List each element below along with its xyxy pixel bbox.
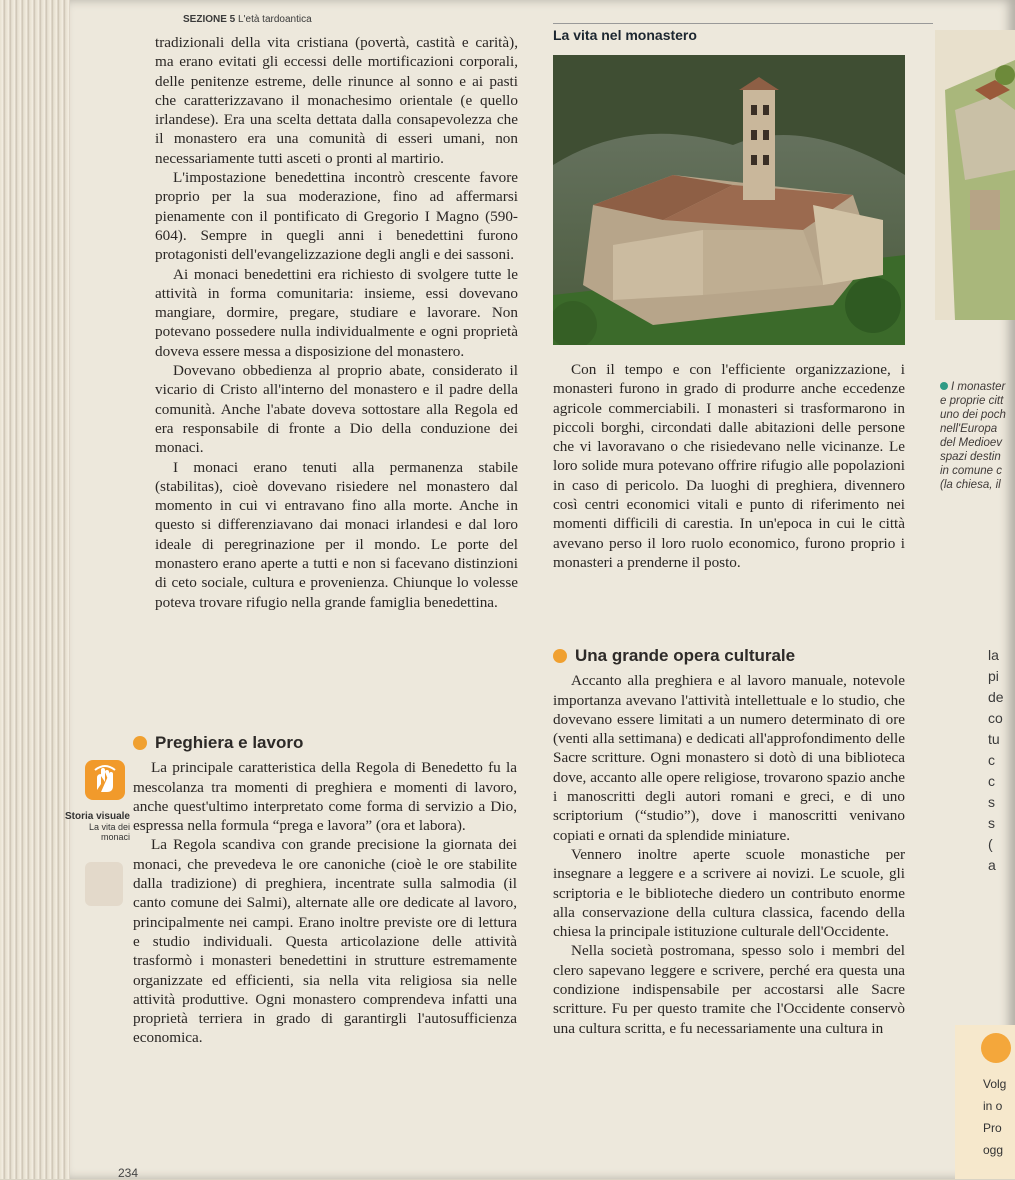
paragraph: tradizionali della vita cristiana (povertà, castità e carità), ma erano evitati gli eccessi delle mortificazioni corporali, delle penitenze estreme, delle rinunce al sonno e ai pasti che caratterizzavano il monachesimo orientale (e quello irlandese). Era una scelta dettata dalla consapevolezza che il monastero era una comunità di esseri umani, non necessariamente tutti asceti o pronti al martirio. [155,34,518,167]
monastery-photo [553,55,905,345]
cutoff-line: la [988,647,999,663]
column-right-top [553,360,905,572]
callout-line: ogg [983,1143,1004,1157]
paragraph: Ai monaci benedettini era richiesto di svolgere tutte le attività in forma comunitaria: insieme, essi dovevano mangiare, dormire, pregare, studiare e lavorare. Non potevano possedere nulla individualmente e ogni proprietà doveva essere messa a disposizione del monastero. [155,265,518,360]
side-note-line: in comune c [940,465,1003,477]
section-subtitle: L'età tardoantica [238,14,312,25]
side-note-line: uno dei poch [940,409,1006,421]
callout-icon [981,1033,1011,1063]
paragraph: Dovevano obbedienza al proprio abate, considerato il vicario di Cristo all'interno del monastero e il padre della comunità. Anche l'abate doveva sottostare alla Regola ed era responsabile di fronte a Dio della conduzione dei monaci. [155,362,518,457]
cutoff-line: c [988,773,995,789]
faint-hand-icon [85,862,123,906]
callout-line: Pro [983,1121,1002,1135]
section-preghiera-body [133,758,517,1047]
storia-visuale-sub: La vita dei monaci [88,822,130,842]
section-preghiera-lavoro [133,733,517,1048]
column-left-top [155,33,518,612]
right-cutoff-text [988,645,1015,876]
cutoff-line: de [988,689,1004,705]
side-note-line: nell'Europa [940,423,998,435]
header-rule [553,23,933,24]
section-bullet-icon [553,649,567,663]
paragraph: Accanto alla preghiera e al lavoro manuale, notevole importanza avevano l'attività intellettuale e lo studio, che dovevano essere limitati a un numero determinato di ore (venti alla settimana) e dedicati all'approfondimento delle Sacre scritture. Ogni monastero si dotò di una biblioteca dove, accanto alle opere religiose, trovarono spazio anche i manoscritti degli autori romani e greci, e di uno scriptorium (“studio”), dove i manoscritti venivano copiati e ornati da splendide miniature. [553,672,905,844]
cutoff-line: s [988,815,995,831]
cutoff-line: c [988,752,995,768]
cutoff-line: s [988,794,995,810]
bottom-callout-box [955,1025,1015,1179]
paragraph: Con il tempo e con l'efficiente organizzazione, i monasteri furono in grado di produrre anche eccedenze agricole commerciabili. I monasteri si trasformarono in piccoli borghi, circondati dalle abitazioni delle persone che vi lavoravano o che risiedevano nelle vicinanze. Le loro solide mura potevano offrire rifugio alle popolazioni in caso di pericolo. Da luoghi di preghiera, divennero così centri economici vitali e punto di riferimento nei momenti difficili di carestia. In un'epoca in cui le città avevano perso il loro ruolo economico, furono proprio i monasteri a prenderne il posto. [553,361,905,571]
cutoff-line: ( [988,836,993,852]
side-note-line: del Medioev [940,437,1003,449]
cutoff-line: co [988,710,1003,726]
storia-visuale-title: Storia visuale [64,811,130,822]
side-notes [940,380,1015,492]
storia-visuale-icon[interactable] [85,760,125,800]
paragraph: Vennero inoltre aperte scuole monastiche per insegnare a leggere e a scrivere ai novizi. Le scuole, gli scriptoria e le biblioteche diedero un contributo enorme alla conservazione della cultura classica, facendo della chiesa la principale istituzione culturale dell'Occidente. [553,845,905,941]
page-header [183,14,312,25]
storia-visuale-label[interactable] [60,812,130,842]
side-note-line: (la chiesa, il [940,479,1001,491]
cutoff-line: a [988,857,996,873]
paragraph: La Regola scandiva con grande precisione la giornata dei monaci, che prevedeva le ore canoniche (cioè le ore stabilite dalla tradizione) di preghiera, incentrate sulla salmodia (il canto comune dei Salmi), alternate alle ore dedicate al lavoro, principalmente nei campi. Erano inoltre previste ore di lettura e studio individuali. Questa articolazione delle attività trasformò i monasteri benedettini in strutture estremamente organizzate ed efficienti, sia nella vita religiosa sia nelle attività produttive. Ogni monastero comprendeva infatti una proprietà terriera in grado di garantirgli l'autosufficienza economica. [133,836,517,1047]
paragraph: L'impostazione benedettina incontrò crescente favore proprio per la sua moderazione, fino ad affermarsi pienamente con il pontificato di Gregorio I Magno (590-604). Sempre in quegli anni i benedettini furono protagonisti dell'evangelizzazione degli angli e dei sassoni. [155,169,518,264]
section-opera-culturale [553,646,905,1038]
monastery-illustration [935,30,1015,320]
side-bullet-icon [940,382,948,390]
section-title-preghiera: Preghiera e lavoro [133,733,517,752]
cutoff-line: tu [988,731,1000,747]
section-label: SEZIONE 5 [183,14,236,25]
side-note-line: spazi destin [940,451,1001,463]
callout-line: Volg [983,1077,1007,1091]
section-cultura-body [553,671,905,1038]
side-note-line: e proprie citt [940,395,1004,407]
paragraph: I monaci erano tenuti alla permanenza stabile (stabilitas), cioè dovevano risiedere nel monastero dal momento in cui vi entravano fino alla morte. Anche in questo si differenziavano dai monaci irlandesi e dal loro ideale di peregrinazione per il mondo. Le porte del monastero erano aperte a tutti e non si facevano distinzioni di ceto sociale, cultura e provenienza. Chiunque lo volesse poteva trovare rifugio nella grande famiglia benedettina. [155,458,518,611]
cutoff-line: pi [988,668,999,684]
section-title-cultura: Una grande opera culturale [553,646,905,665]
page-number: 234 [118,1166,139,1180]
paragraph: La principale caratteristica della Regola di Benedetto fu la mescolanza tra momenti di preghiera e momenti di lavoro, anche quest'ultimo interpretato come forma di servizio a Dio, espressa nella formula “prega e lavora” (ora et labora). [133,759,517,835]
side-note-line: I monaster [940,380,1015,394]
section-bullet-icon [133,736,147,750]
photo-title: La vita nel monastero [553,27,697,43]
callout-line: in o [983,1099,1003,1113]
paragraph: Nella società postromana, spesso solo i membri del clero sapevano leggere e scrivere, perché era questa una condizione indispensabile per accostarsi alle Sacre scritture. Fu per questo tramite che l'Occidente conservò una cultura scritta, e fu necessariamente una cultura in [553,942,905,1037]
